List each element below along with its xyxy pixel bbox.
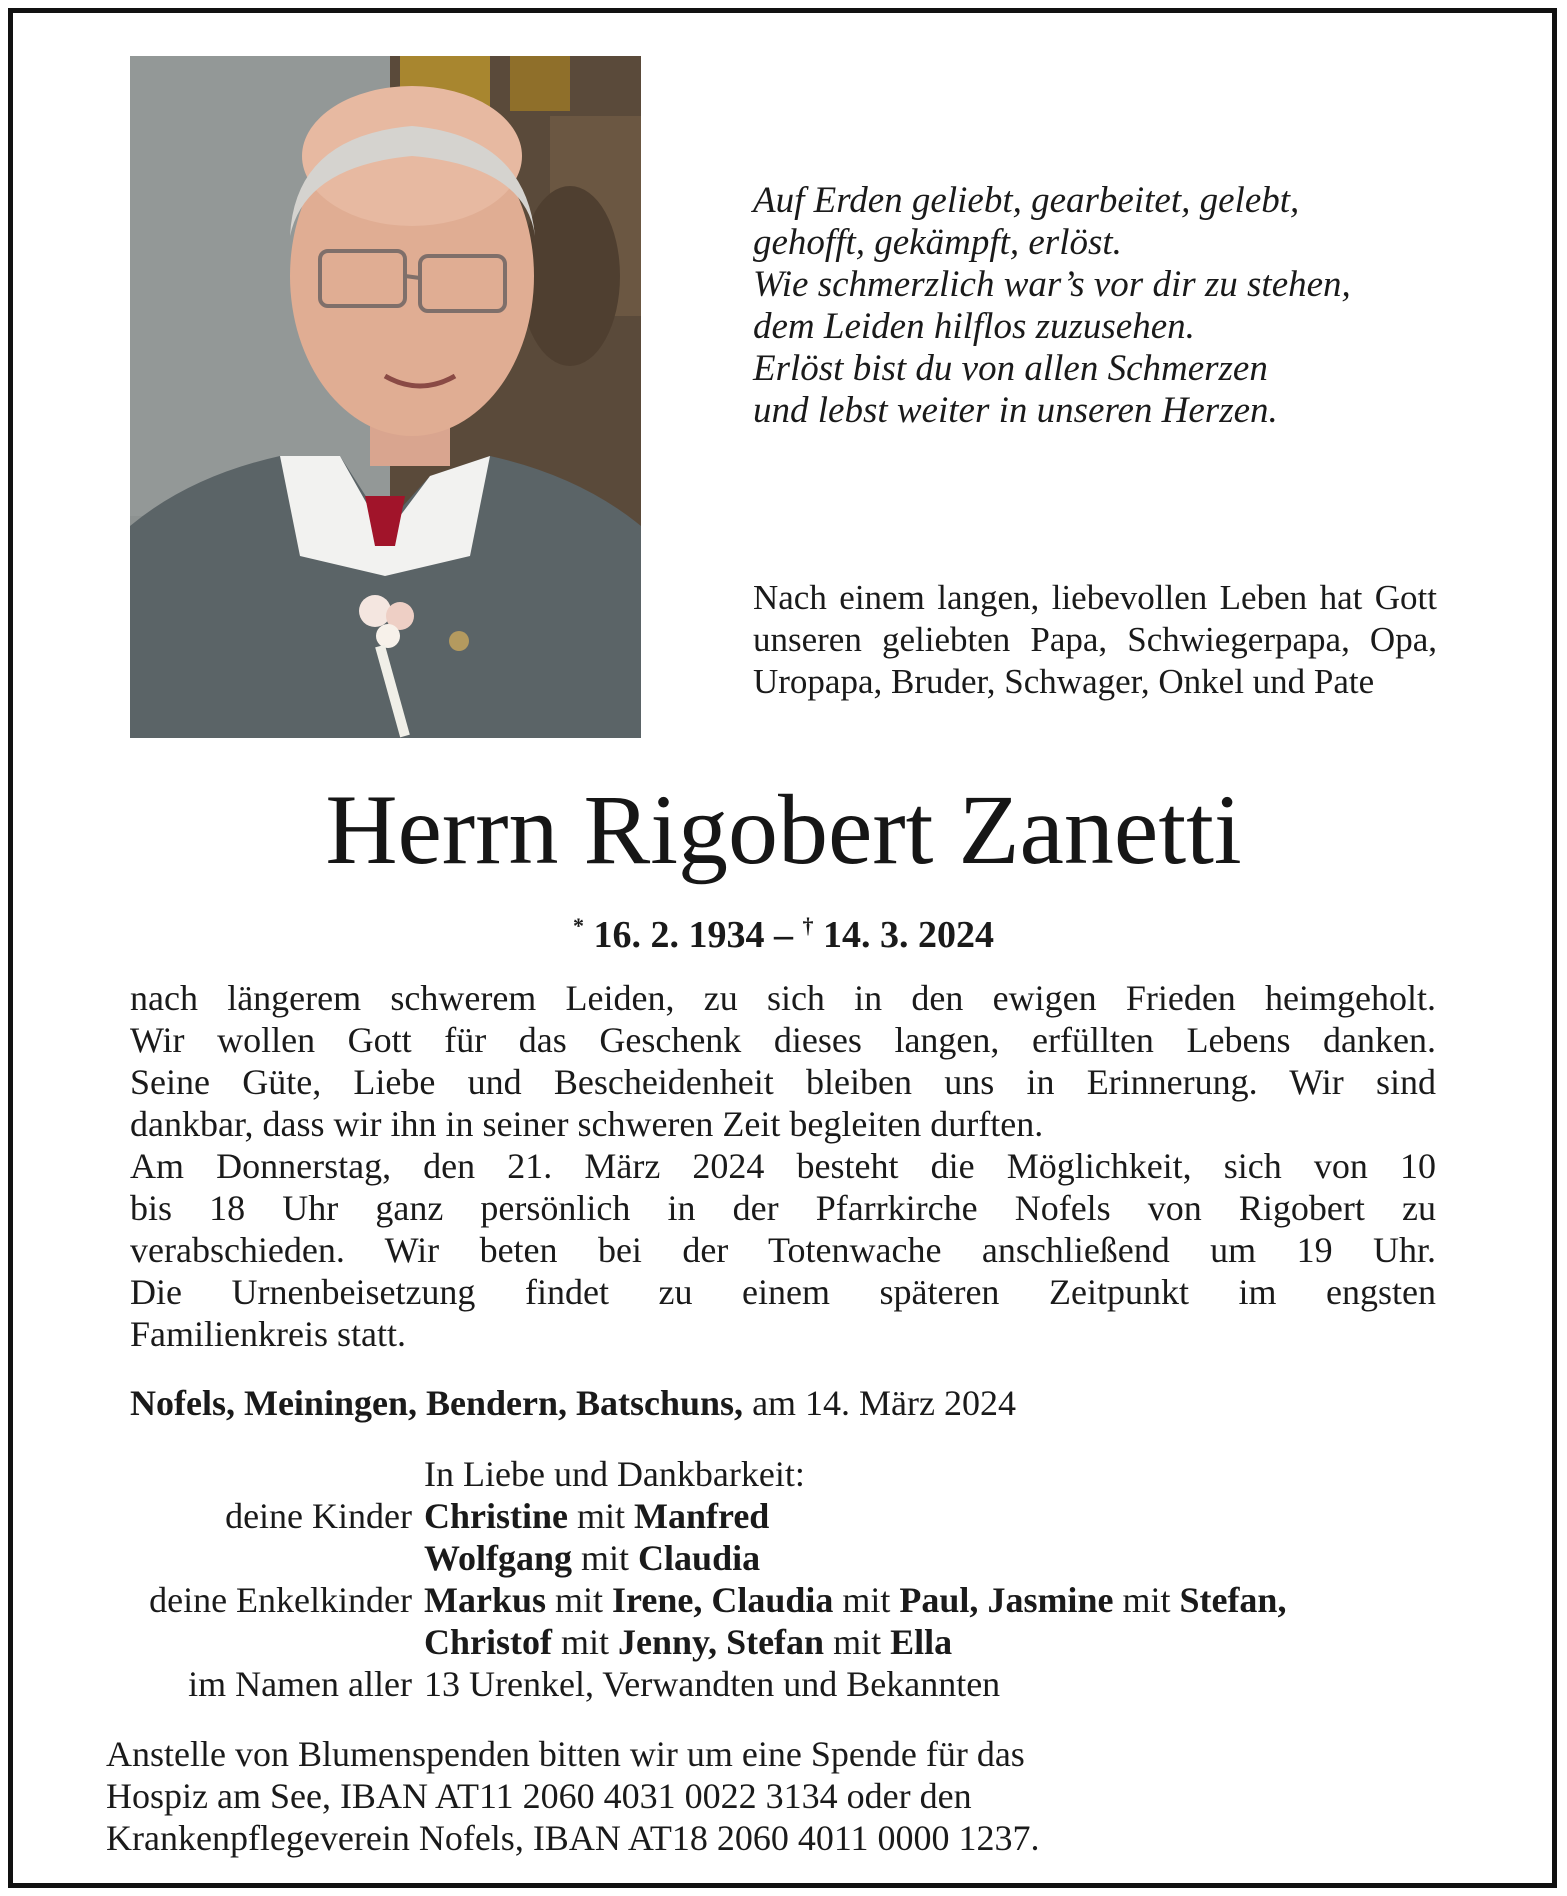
family-member: Christof [424,1622,552,1662]
family-member: Ella [890,1622,953,1662]
notice-date: am 14. März 2024 [743,1383,1016,1423]
death-date: 14. 3. 2024 [823,914,994,956]
namen-label: im Namen aller [188,1664,412,1704]
life-dates [0,903,1567,958]
intro-text: Nach einem langen, liebevollen Leben hat Gott unseren geliebten Papa, Schwiegerpapa, Opa, Uropapa, Bruder, Schwager, Onkel und Pate [753,578,1437,701]
enkel-row: Christof mit Jenny, Stefan mit Ella [424,1622,953,1662]
body-line: Familienkreis statt. [130,1314,406,1354]
body-line: dankbar, dass wir ihn in seiner schweren Zeit begleiten durften. [130,1104,1044,1144]
body-text [130,977,1436,1355]
poem-line: und lebst weiter in unseren Herzen. [753,390,1278,431]
family-member: Markus [424,1580,547,1620]
kinder-label: deine Kinder [225,1496,412,1536]
poem-line: dem Leiden hilflos zuzusehen. [753,306,1195,347]
family-member: Christine [424,1496,568,1536]
birth-symbol: * [573,913,584,938]
namen-text: 13 Urenkel, Verwandten und Bekannten [424,1664,1001,1704]
kinder-row: deine Kinder Christine mit Manfred [0,1495,1567,1537]
family-member: Stefan, [1179,1580,1287,1620]
family-list [0,1453,1567,1705]
body-line: Wir wollen Gott für das Geschenk dieses langen, erfüllten Lebens danken. [130,1020,1436,1060]
kinder-row: Wolfgang mit Claudia [424,1538,761,1578]
deceased-name: Herrn Rigobert Zanetti [325,774,1242,885]
family-member: Stefan [726,1622,825,1662]
enkel-row: deine Enkelkinder Markus mit Irene, Claudia mit Paul, Jasmine mit Stefan, [0,1579,1567,1621]
date-separator: – [764,914,803,956]
enkel-label: deine Enkelkinder [149,1580,412,1620]
poem-line: Wie schmerzlich war’s vor dir zu stehen, [753,264,1351,305]
portrait-photo [130,56,641,738]
donation-line: Krankenpflegeverein Nofels, IBAN AT18 2060 4011 0000 1237. [106,1818,1040,1858]
donation-note [106,1733,1406,1859]
family-header: In Liebe und Dankbarkeit: [424,1454,805,1494]
poem [753,180,1473,432]
family-member: Jasmine [987,1580,1114,1620]
body-line: nach längerem schwerem Leiden, zu sich in den ewigen Frieden heimgeholt. [130,978,1436,1018]
donation-line: Anstelle von Blumenspenden bitten wir um eine Spende für das [106,1734,1025,1774]
donation-line: Hospiz am See, IBAN AT11 2060 4031 0022 3134 oder den [106,1776,972,1816]
poem-line: Auf Erden geliebt, gearbeitet, gelebt, [753,180,1300,221]
family-member: Jenny, [618,1622,727,1662]
place-and-date [130,1381,1430,1425]
family-header-row [0,1453,1567,1495]
poem-line: Erlöst bist du von allen Schmerzen [753,348,1268,389]
family-member: Irene, [612,1580,712,1620]
family-member: Claudia [711,1580,834,1620]
family-member: Claudia [638,1538,761,1578]
namen-row [0,1663,1567,1705]
body-line: verabschieden. Wir beten bei der Totenwache anschließend um 19 Uhr. [130,1230,1436,1270]
towns: Nofels, Meiningen, Bendern, Batschuns, [130,1383,744,1423]
body-line: Am Donnerstag, den 21. März 2024 besteht die Möglichkeit, sich von 10 [130,1146,1436,1186]
poem-line: gehofft, gekämpft, erlöst. [753,222,1122,263]
family-member: Paul, [899,1580,988,1620]
family-member: Manfred [634,1496,770,1536]
birth-date: 16. 2. 1934 [593,914,765,956]
body-line: Die Urnenbeisetzung findet zu einem späteren Zeitpunkt im engsten [130,1272,1436,1312]
portrait-illustration [130,56,641,738]
body-line: bis 18 Uhr ganz persönlich in der Pfarrkirche Nofels von Rigobert zu [130,1188,1436,1228]
death-symbol: † [802,913,814,938]
family-member: Wolfgang [424,1538,573,1578]
body-line: Seine Güte, Liebe und Bescheidenheit bleiben uns in Erinnerung. Wir sind [130,1062,1436,1102]
